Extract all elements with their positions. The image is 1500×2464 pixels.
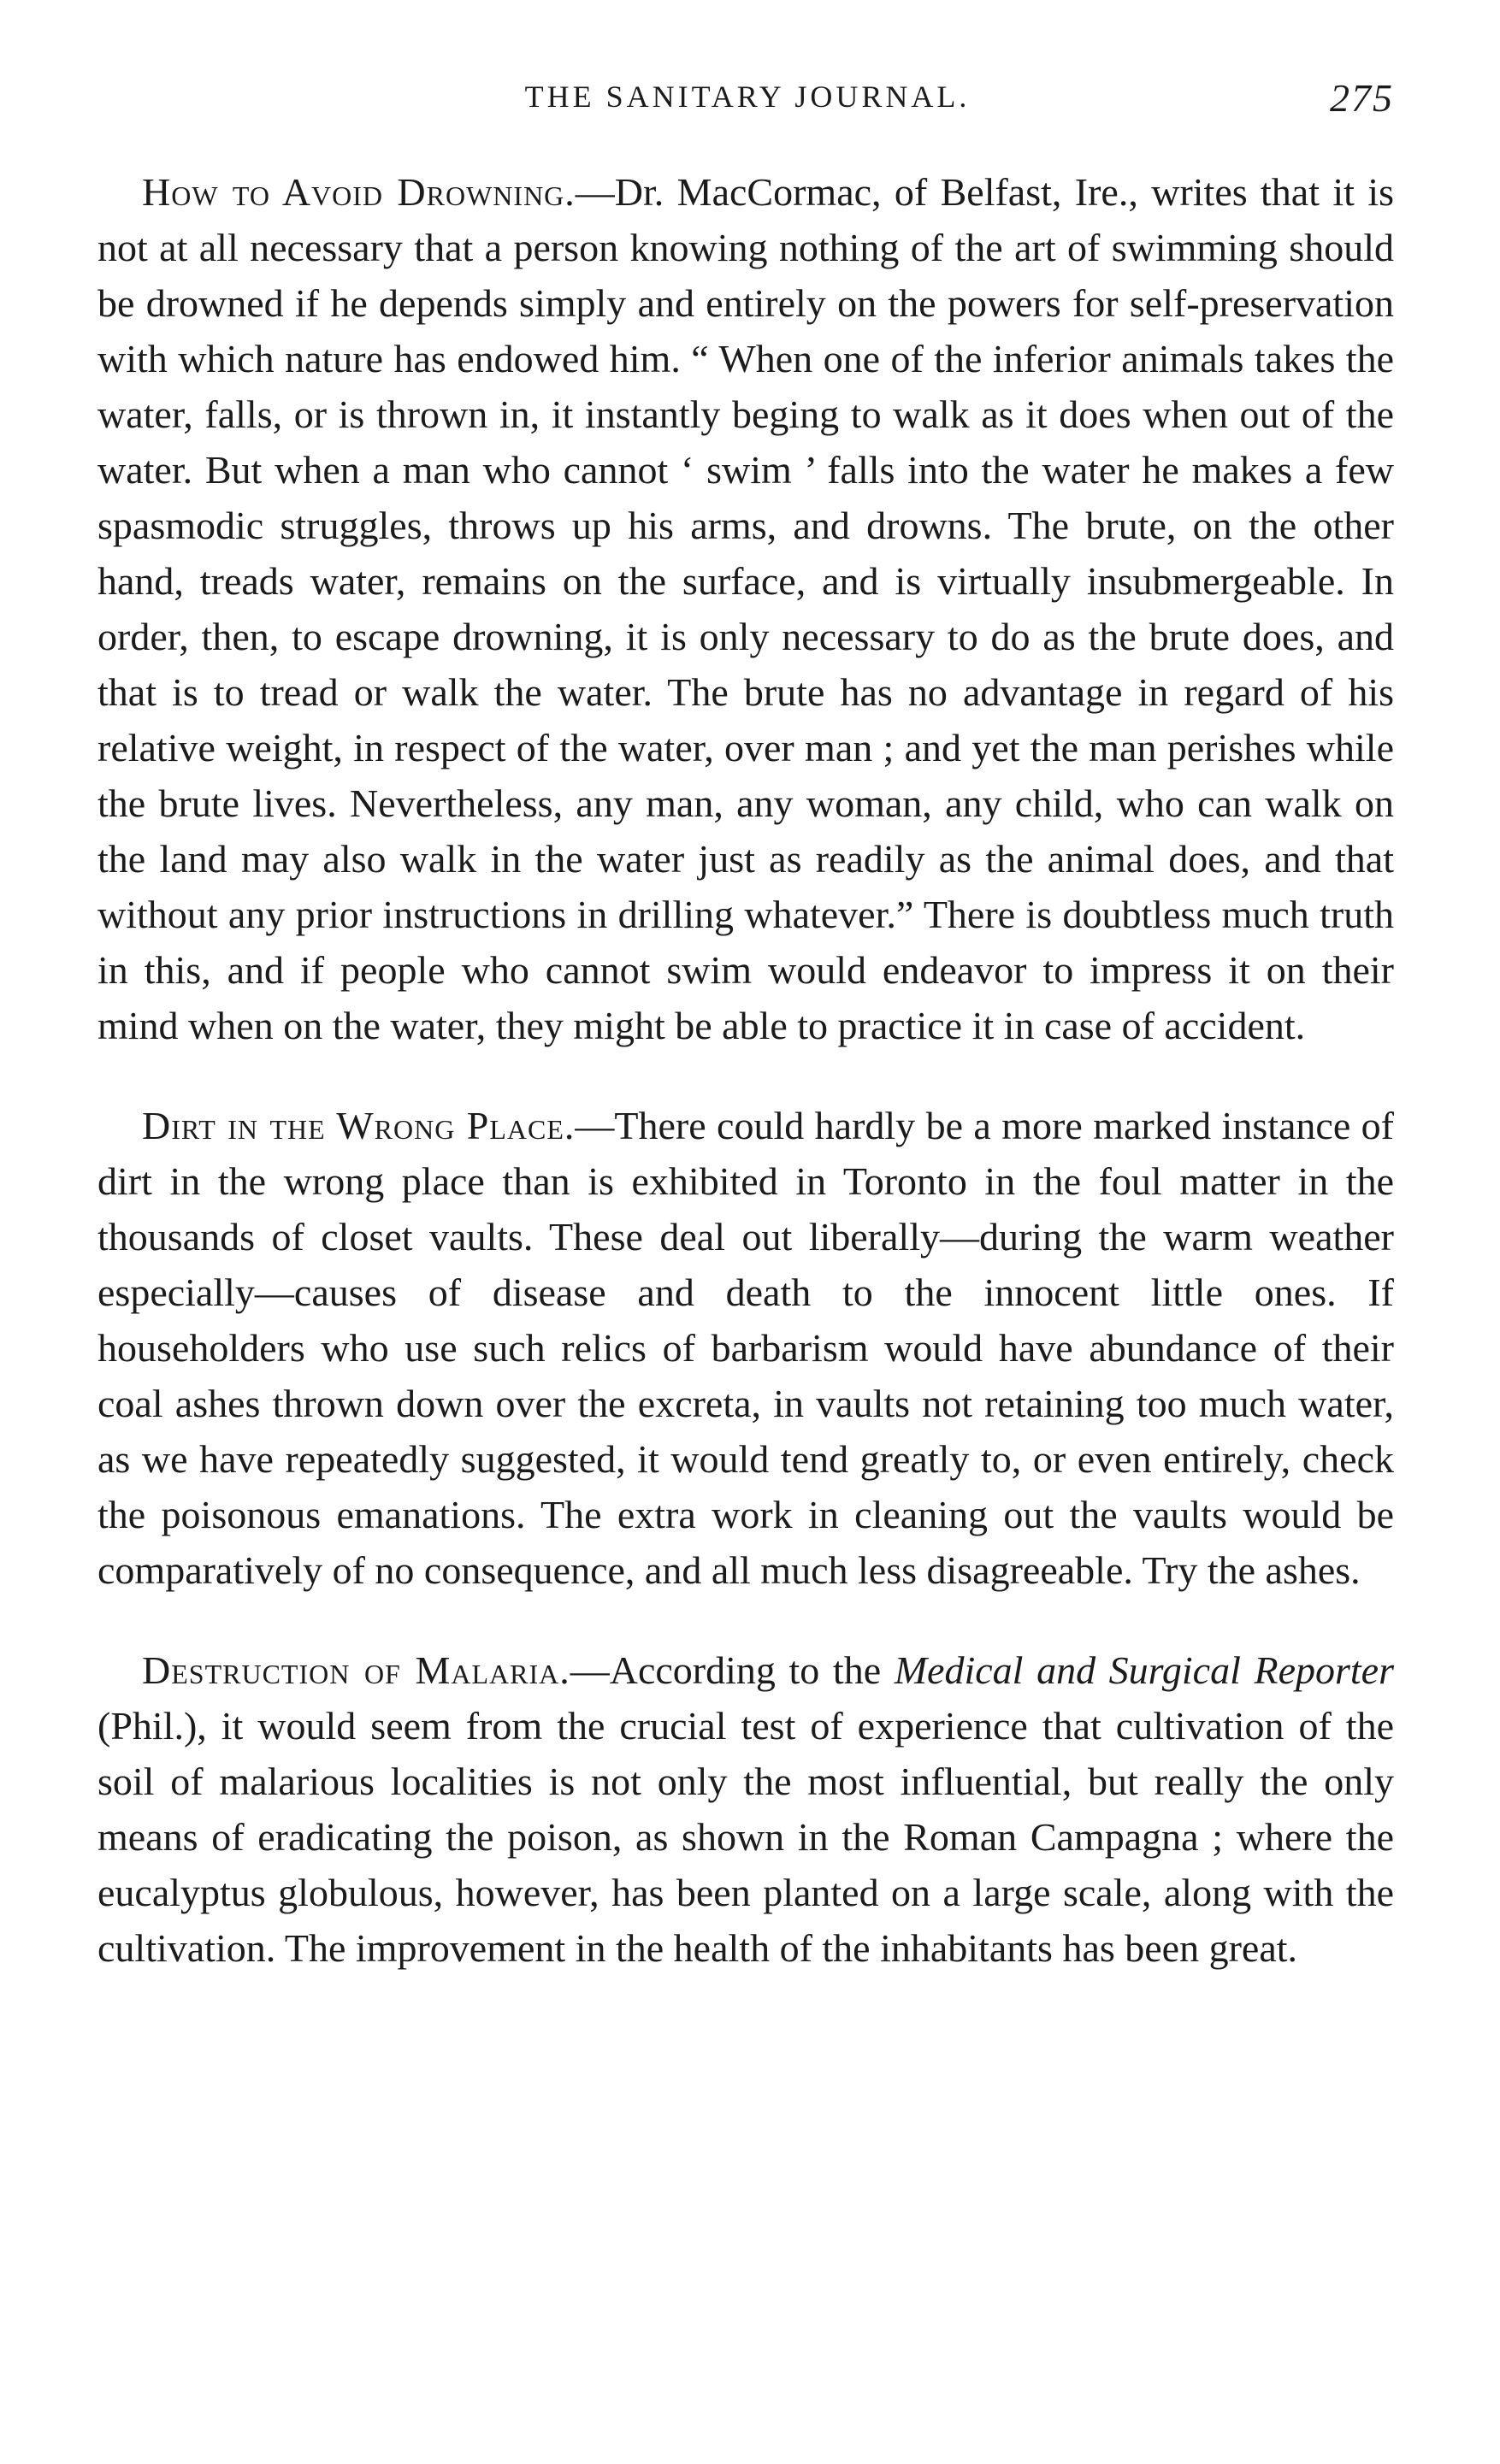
article-paragraph-drowning (97, 164, 1394, 1053)
running-title: THE SANITARY JOURNAL. (524, 80, 971, 114)
article-heading: Destruction of Malaria. (142, 1648, 570, 1692)
page-number: 275 (1330, 76, 1394, 120)
page-header (101, 76, 1394, 130)
article-paragraph-dirt (97, 1098, 1394, 1598)
article-text: —There could hardly be a more marked instance of dirt in the wrong place than is exhibited in Toronto in the foul matter in the thousands of closet vaults. These deal out liberally—during the warm weather especially—causes of disease and death to the innocent little ones. If householders who use such relics of barbarism would have abundance of their coal ashes thrown down over the excreta, in vaults not retaining too much water, as we have repeatedly suggested, it would tend greatly to, or even entirely, check the poisonous emanations. The extra work in cleaning out the vaults would be comparatively of no consequence, and all much less disagreeable. Try the ashes. (97, 1104, 1394, 1592)
article-heading: How to Avoid Drowning. (142, 170, 576, 214)
article-text: —Dr. MacCormac, of Belfast, Ire., writes that it is not at all necessary that a person knowing nothing of the art of swimming should be drowned if he depends simply and entirely on the powers for self-preservation with which nature has endowed him. “ When one of the inferior animals takes the water, falls, or is thrown in, it instantly beging to walk as it does when out of the water. But when a man who cannot ‘ swim ’ falls into the water he makes a few spasmodic struggles, throws up his arms, and drowns. The brute, on the other hand, treads water, remains on the surface, and is virtually insubmergeable. In order, then, to escape drowning, it is only necessary to do as the brute does, and that is to tread or walk the water. The brute has no advantage in regard of his relative weight, in respect of the water, over man ; and yet the man perishes while the brute lives. Nevertheless, any man, any woman, any child, who can walk on the land may also walk in the water just as readily as the animal does, and that without any prior instructions in drilling whatever.” There is doubtless much truth in this, and if people who cannot swim would endeavor to impress it on their mind when on the water, they might be able to practice it in case of accident. (97, 170, 1395, 1047)
journal-title-italic: Medical and Surgical Reporter (894, 1648, 1394, 1692)
article-text: —According to the (570, 1648, 895, 1692)
article-heading: Dirt in the Wrong Place. (142, 1104, 576, 1147)
article-body (97, 164, 1394, 1976)
article-paragraph-malaria (97, 1642, 1394, 1976)
article-text: (Phil.), it would seem from the crucial test of experience that cultivation of the soil of malarious localities is not only the most influential, but really the only means of eradicating the poison, as shown in the Roman Campagna ; where the eucalyptus globulous, however, has been planted on a large scale, along with the cultivation. The improvement in the health of the inhabitants has been great. (97, 1704, 1394, 1970)
